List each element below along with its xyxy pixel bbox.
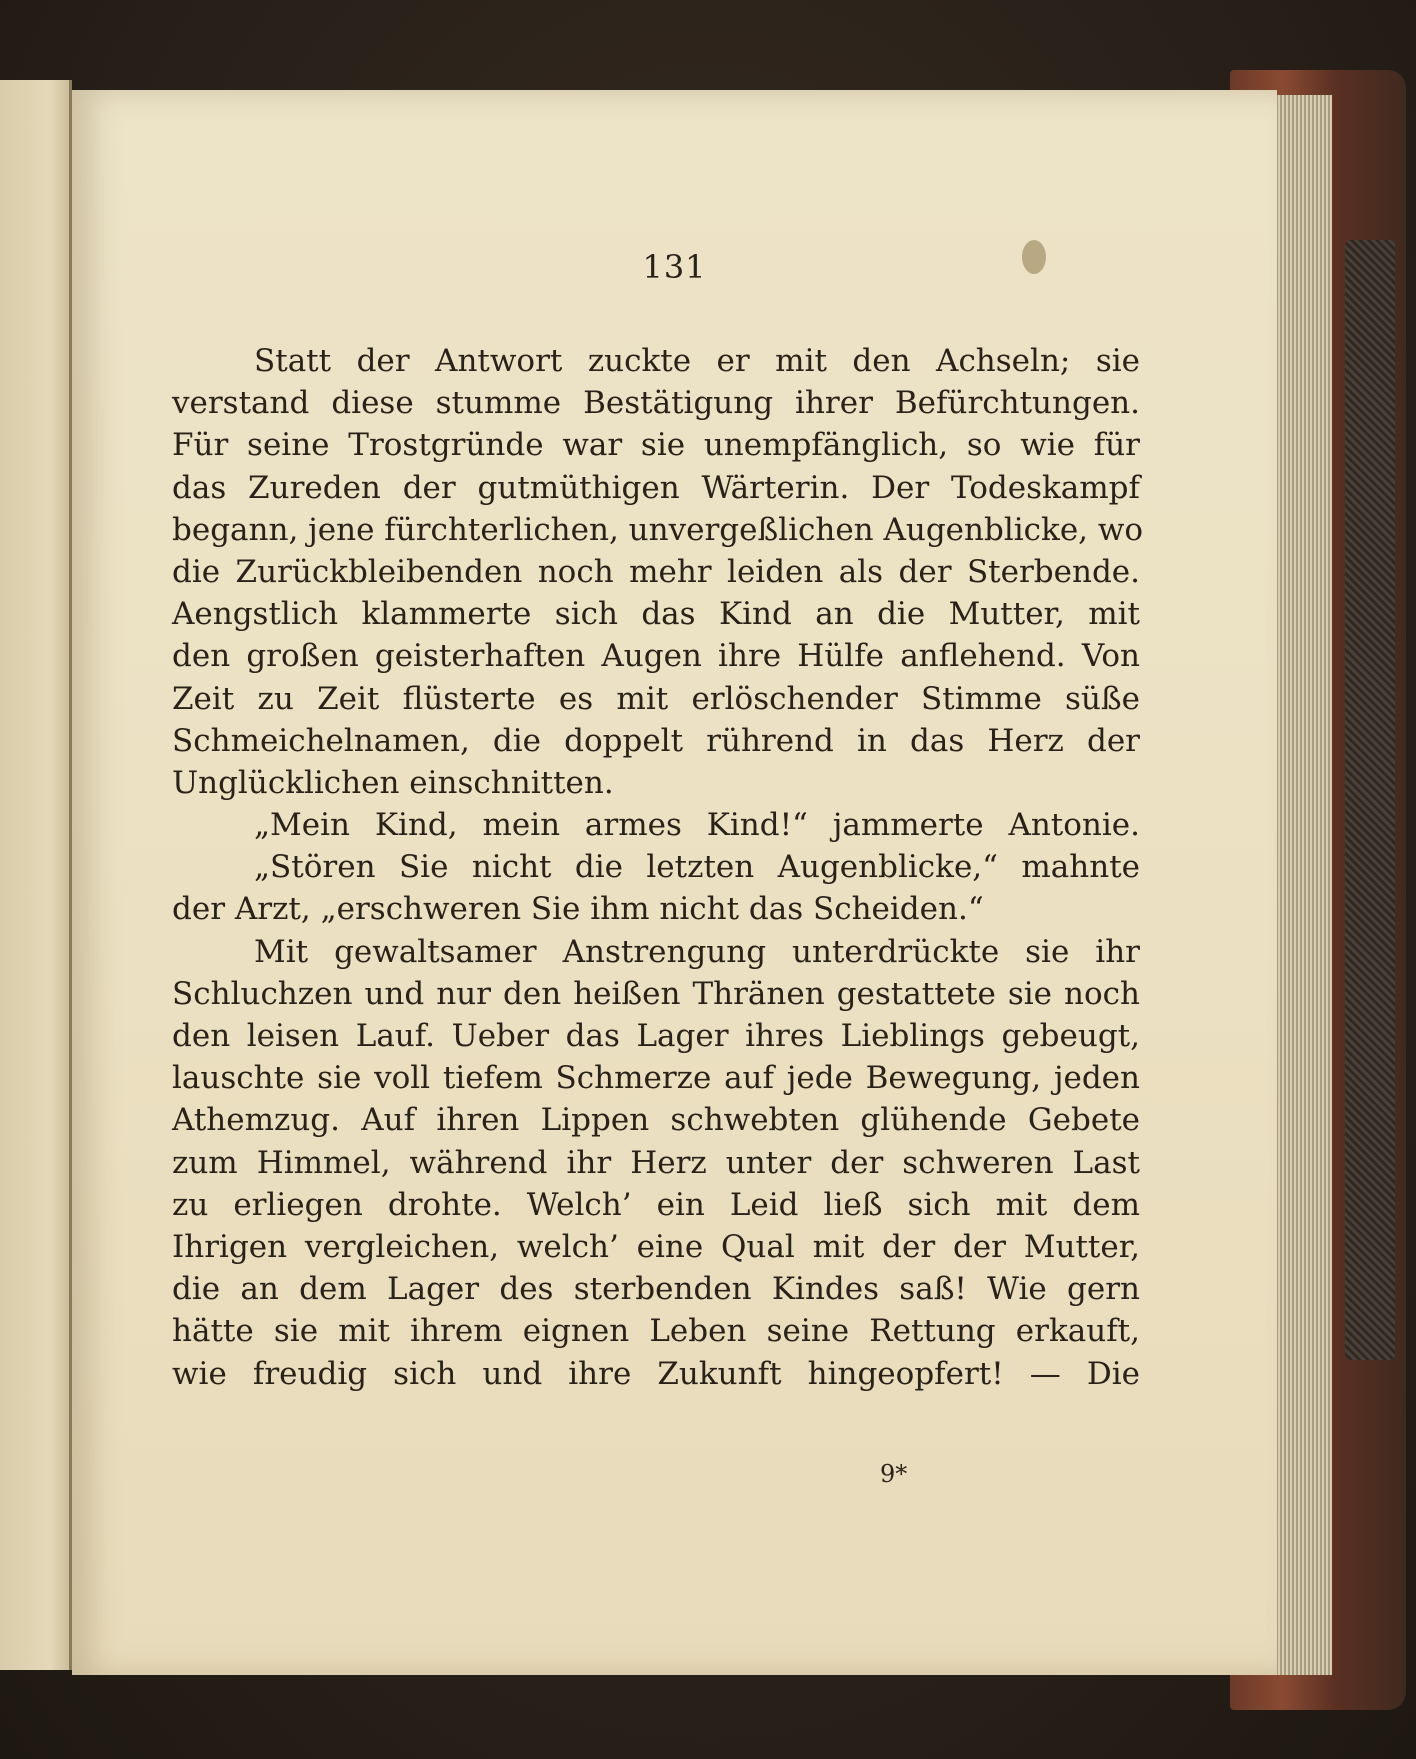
text-line: das Zureden der gutmüthigen Wärterin. Der Todeskampf [172, 469, 1140, 506]
text-line: Schmeichelnamen, die doppelt rührend in das Herz der [172, 722, 1140, 759]
text-line: wie freudig sich und ihre Zukunft hingeopfert! — Die [172, 1355, 1140, 1392]
text-line: Zeit zu Zeit flüsterte es mit erlöschender Stimme süße [172, 680, 1140, 717]
cover-texture [1345, 240, 1395, 1360]
text-line: „Mein Kind, mein armes Kind!“ jammerte Antonie. [254, 807, 1140, 844]
text-line: lauschte sie voll tiefem Schmerze auf jede Bewegung, jeden [172, 1060, 1140, 1097]
text-line: der Arzt, „erschweren Sie ihm nicht das Scheiden.“ [172, 891, 984, 928]
page-number: 131 [642, 248, 707, 286]
text-line: zu erliegen drohte. Welch’ ein Leid ließ sich mit dem [172, 1186, 1140, 1223]
text-line: die Zurückbleibenden noch mehr leiden als der Sterbende. [172, 553, 1140, 590]
text-line: Statt der Antwort zuckte er mit den Achseln; sie [254, 343, 1140, 379]
text-line: hätte sie mit ihrem eignen Leben seine Rettung erkauft, [172, 1313, 1140, 1350]
text-line: Athemzug. Auf ihren Lippen schwebten glühende Gebete [172, 1102, 1140, 1139]
text-line: zum Himmel, während ihr Herz unter der schweren Last [172, 1144, 1140, 1181]
text-line: „Stören Sie nicht die letzten Augenblicke,“ mahnte [254, 849, 1140, 886]
text-line: Unglücklichen einschnitten. [172, 764, 614, 801]
text-line: den großen geisterhaften Augen ihre Hülfe anflehend. Von [172, 638, 1140, 675]
text-line: begann, jene fürchterlichen, unvergeßlichen Augenblicke, wo [172, 511, 1144, 548]
text-line: Aengstlich klammerte sich das Kind an die Mutter, mit [172, 596, 1140, 633]
left-page-edge [0, 80, 72, 1670]
text-line: Für seine Trostgründe war sie unempfänglich, so wie für [172, 427, 1140, 464]
text-line: die an dem Lager des sterbenden Kindes saß! Wie gern [172, 1271, 1140, 1308]
printer-signature: 9* [880, 1460, 908, 1488]
book-page [72, 90, 1277, 1675]
page-edges [1270, 95, 1332, 1675]
text-line: verstand diese stumme Bestätigung ihrer Befürchtungen. [172, 385, 1140, 422]
page-text [172, 340, 1144, 1395]
text-line: den leisen Lauf. Ueber das Lager ihres Lieblings gebeugt, [172, 1018, 1140, 1054]
text-line: Mit gewaltsamer Anstrengung unterdrückte sie ihr [254, 933, 1140, 970]
text-line: Schluchzen und nur den heißen Thränen gestattete sie noch [172, 975, 1140, 1012]
text-line: Ihrigen vergleichen, welch’ eine Qual mit der der Mutter, [172, 1228, 1140, 1265]
